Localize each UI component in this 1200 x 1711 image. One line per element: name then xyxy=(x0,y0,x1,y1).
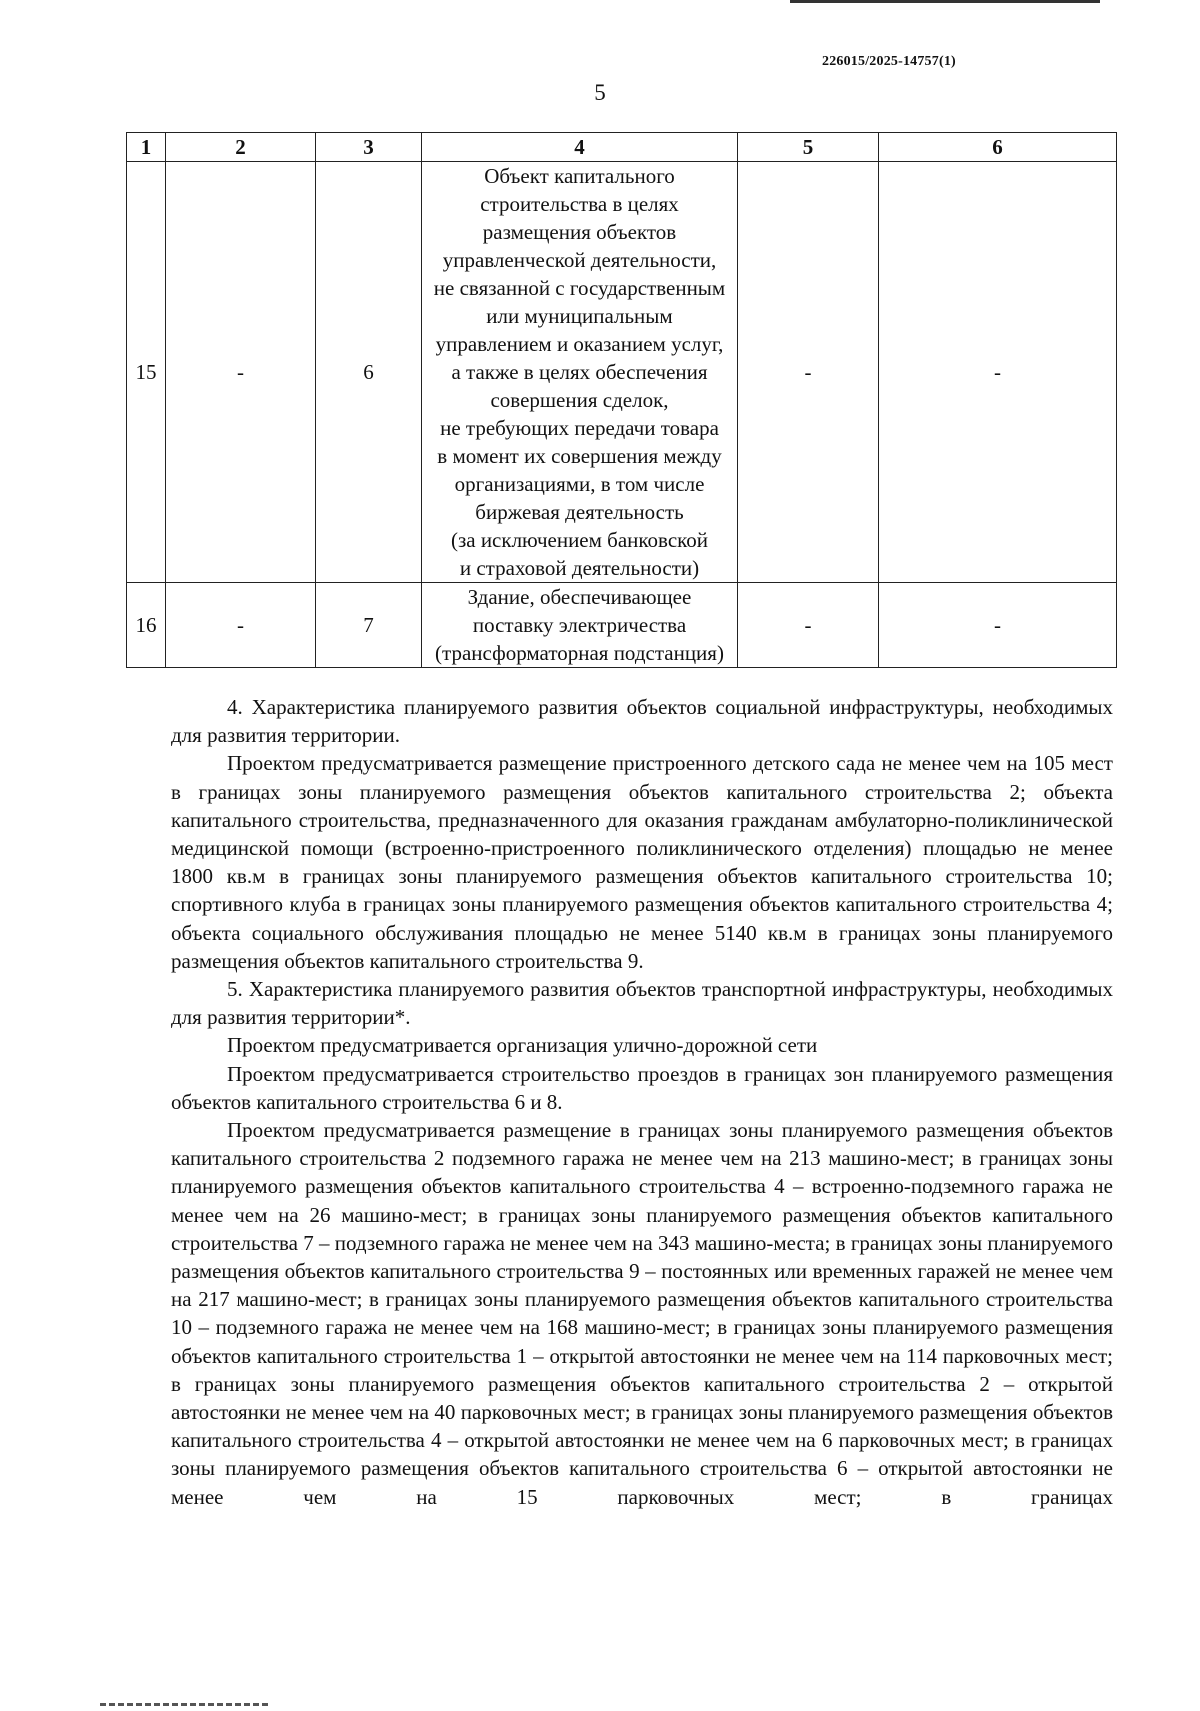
description-line: строительства в целях xyxy=(480,192,679,216)
cell-col-6: - xyxy=(879,162,1117,583)
description-line: (за исключением банковской xyxy=(450,528,709,552)
cell-col-5: - xyxy=(738,583,879,668)
description-line: организациями, в том числе xyxy=(454,472,705,496)
description-line: не требующих передачи товара xyxy=(440,416,719,440)
description-line: биржевая деятельность xyxy=(475,500,684,524)
description-line: размещения объектов xyxy=(482,220,677,244)
description-line: в момент их совершения между xyxy=(437,444,722,468)
cell-col-2: - xyxy=(166,583,316,668)
description-line: поставку электричества xyxy=(472,613,687,637)
scan-artifact-bottom xyxy=(100,1703,270,1706)
paragraph-road-network: Проектом предусматривается организация улично-дорожной сети xyxy=(227,1033,818,1058)
paragraph-driveways: Проектом предусматривается строительство проездов в границах зон планируемого размещения объектов капитального строительства 6 и 8. xyxy=(171,1061,1113,1114)
paragraph-parking: Проектом предусматривается размещение в границах зоны планируемого размещения объектов капитального строительства 2 подземного гаража не менее чем на 213 машино-мест; в границах зоны планируемого размещения объектов капитального строительства 4 – встроенно-подземного гаража не менее чем на 26 машино-мест; в границах зоны планируемого размещения объектов капитального строительства 7 – подземного гаража не менее чем на 343 машино-места; в границах зоны планируемого размещения объектов капитального строительства 9 – постоянных или временных гаражей не менее чем на 217 машино-мест; в границах зоны планируемого размещения объектов капитального строительства 10 – подземного гаража не менее чем на 168 машино-мест; в границах зоны планируемого размещения объектов капитального строительства 1 – открытой автостоянки не менее чем на 114 парковочных мест; в границах зоны планируемого размещения объектов капитального строительства 2 – открытой автостоянки не менее чем на 40 парковочных мест; в границах зоны планируемого размещения объектов капитального строительства 4 – открытой автостоянки не менее чем на 6 парковочных мест; в границах зоны планируемого размещения объектов капитального строительства 6 – открытой автостоянки не менее чем на 15 парковочных мест; в границах xyxy=(171,1118,1113,1509)
description-line: управленческой деятельности, xyxy=(442,248,717,272)
cell-col-3: 6 xyxy=(316,162,422,583)
page-number: 5 xyxy=(594,80,606,105)
section-heading-social: 4. Характеристика планируемого развития объектов социальной инфраструктуры, необходимых для развития территории. xyxy=(171,695,1113,748)
column-header-6: 6 xyxy=(879,133,1117,162)
description-line: Объект капитального xyxy=(484,164,675,188)
description-line: а также в целях обеспечения xyxy=(451,360,708,384)
table-header-row xyxy=(127,133,1117,162)
description-line: и страховой деятельности) xyxy=(459,556,700,580)
column-header-4: 4 xyxy=(422,133,738,162)
objects-table xyxy=(126,132,1117,668)
description-line: Здание, обеспечивающее xyxy=(467,585,692,609)
description-line: управлением и оказанием услуг, xyxy=(435,332,724,356)
document-number: 226015/2025-14757(1) xyxy=(822,54,956,69)
row-number: 15 xyxy=(127,162,166,583)
column-header-2: 2 xyxy=(166,133,316,162)
cell-col-3: 7 xyxy=(316,583,422,668)
column-header-5: 5 xyxy=(738,133,879,162)
table-row xyxy=(127,583,1117,668)
scan-artifact-top xyxy=(790,0,1100,3)
row-number: 16 xyxy=(127,583,166,668)
cell-col-2: - xyxy=(166,162,316,583)
description-line: не связанной с государственным xyxy=(433,276,726,300)
cell-description xyxy=(422,162,738,583)
cell-col-5: - xyxy=(738,162,879,583)
paragraph-social-objects: Проектом предусматривается размещение пристроенного детского сада не менее чем на 105 мест в границах зоны планируемого размещения объектов капитального строительства 2; объекта капитального строительства, предназначенного для оказания гражданам амбулаторно-поликлинической медицинской помощи (встроенно-пристроенного поликлинического отделения) площадью не менее 1800 кв.м в границах зоны планируемого размещения объектов капитального строительства 10; спортивного клуба в границах зоны планируемого размещения объектов капитального строительства 4; объекта социального обслуживания площадью не менее 5140 кв.м в границах зоны планируемого размещения объектов капитального строительства 9. xyxy=(171,751,1113,973)
cell-col-6: - xyxy=(879,583,1117,668)
table-row xyxy=(127,162,1117,583)
description-line: (трансформаторная подстанция) xyxy=(435,641,724,665)
section-heading-transport: 5. Характеристика планируемого развития объектов транспортной инфраструктуры, необходимых для развития территории*. xyxy=(171,977,1113,1030)
body-text xyxy=(171,693,1113,1511)
column-header-1: 1 xyxy=(127,133,166,162)
description-line: или муниципальным xyxy=(486,304,673,328)
column-header-3: 3 xyxy=(316,133,422,162)
cell-description xyxy=(422,583,738,668)
description-line: совершения сделок, xyxy=(490,388,669,412)
